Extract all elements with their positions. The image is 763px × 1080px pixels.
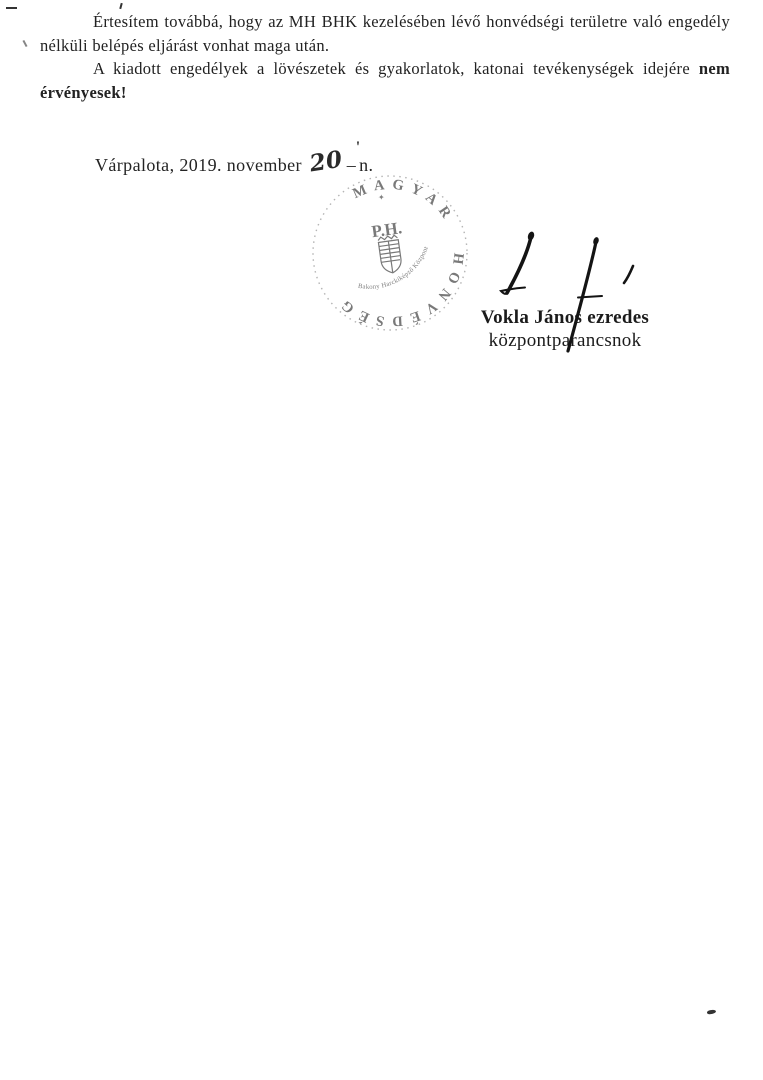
stamp-star-icon: ✦ (378, 193, 385, 202)
stamp-graphic (306, 169, 474, 337)
scan-artifact (119, 3, 122, 9)
signature-stroke-3 (624, 266, 633, 283)
stamp-ink-group (306, 169, 474, 337)
paragraph-text: nélküli belépés eljárást vonhat maga után. (40, 35, 330, 55)
signature-graphic (478, 222, 663, 362)
date-suffix: n. (359, 155, 374, 175)
handwritten-day: 20 (307, 145, 345, 178)
signer-title: központparancsnok (488, 330, 642, 351)
paragraph-text-bold: érvényesek! (40, 82, 127, 102)
body-text (40, 10, 730, 104)
handwritten-tick: ' (355, 139, 361, 156)
coat-of-arms-icon (378, 235, 403, 274)
paragraph-line (40, 10, 730, 34)
scan-artifact (22, 40, 27, 47)
scan-artifact (6, 7, 17, 9)
paragraph-text: Értesítem továbbá, hogy az MH BHK kezelésében lévő honvédségi területre való engedély (93, 12, 730, 31)
scan-artifact (707, 1009, 717, 1015)
paragraph-text: A kiadott engedélyek a lövészetek és gyakorlatok, katonai tevékenységek idejére (93, 59, 690, 78)
dash-glyph: – (346, 155, 357, 175)
signature-stroke-1 (507, 237, 531, 293)
stamp-ring-text: MAGYAR HONVÉDSÉG (333, 176, 468, 330)
paragraph-line (40, 57, 730, 81)
stamp-ph-label: P.H. (370, 218, 404, 242)
paragraph-text-bold: nem (698, 59, 730, 78)
signature-flourish-1 (501, 288, 525, 294)
signer-name: Vokla János ezredes (480, 307, 650, 328)
official-stamp (306, 169, 474, 337)
paragraph-line (40, 81, 730, 105)
stamp-inner-text: Bakony Harckiképző Központ (357, 245, 430, 291)
signature-strokes (478, 222, 663, 362)
paragraph-line (40, 34, 730, 58)
date-printed: Várpalota, 2019. november (95, 155, 302, 175)
